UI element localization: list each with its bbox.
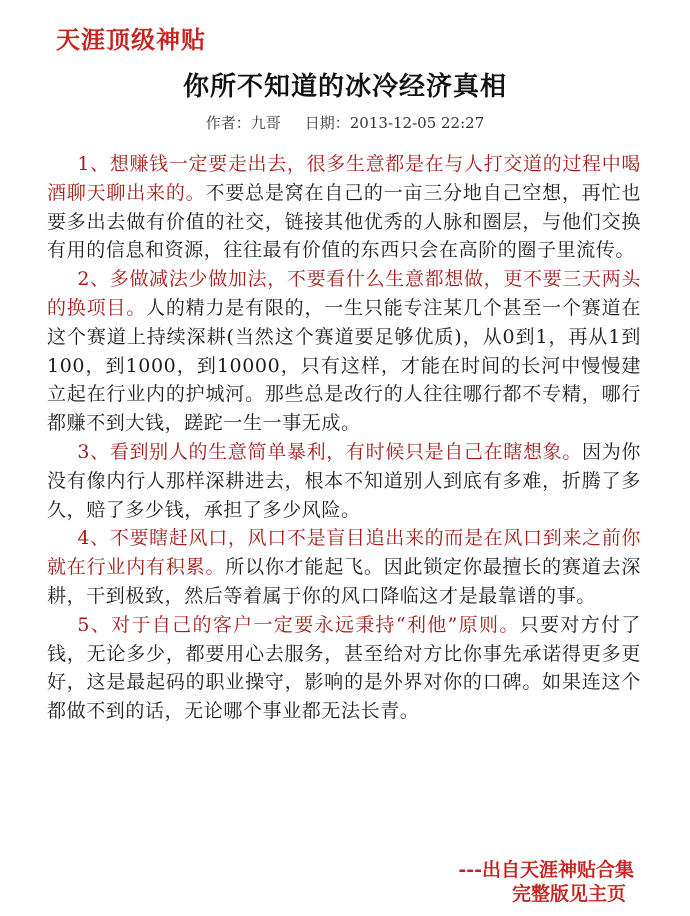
paragraph-1 (47, 150, 641, 265)
paragraph-2-highlight: 2、多做减法少做加法，不要看什么生意都想做，更不要三天两头的换项目。 (47, 268, 641, 319)
paragraph-2-text: 人的精力是有限的，一生只能专注某几个甚至一个赛道在这个赛道上持续深耕(当然这个赛道要足够优质)，从0到1，再从1到100，到1000，到10000，只有这样，才能在时间的长河中慢慢建立起在行业内的护城河。那些总是改行的人往往哪行都不专精，哪行都赚不到大钱，蹉跎一生一事无成。 (47, 296, 641, 435)
paragraph-5-highlight: 5、对于自己的客户一定要永远秉持“利他”原则。 (77, 613, 520, 636)
paragraph-4-highlight: 4、不要瞎赶风口，风口不是盲目追出来的而是在风口到来之前你就在行业内有积累。 (47, 527, 641, 579)
article-body (47, 150, 641, 726)
paragraph-1-text: 不要总是窝在自己的一亩三分地自己空想，再忙也要多出去做有价值的社交，链接其他优秀的人脉和圈层，与他们交换有用的信息和资源，往往最有价值的东西只会在高阶的圈子里流传。 (47, 181, 641, 262)
date-label: 日期：2013-12-05 22:27 (304, 114, 485, 132)
paragraph-4 (47, 524, 641, 610)
article-meta (0, 112, 690, 133)
paragraph-2 (47, 265, 641, 438)
source-footer (334, 858, 634, 906)
article-title: 你所不知道的冰冷经济真相 (182, 72, 507, 102)
paragraph-3 (47, 438, 641, 524)
homepage-note: 完整版见主页 (511, 883, 626, 905)
paragraph-5 (47, 611, 641, 726)
paragraph-1-highlight: 1、想赚钱一定要走出去，很多生意都是在与人打交道的过程中喝酒聊天聊出来的。 (47, 153, 641, 204)
paragraph-3-highlight: 3、看到别人的生意简单暴利，有时候只是自己在瞎想象。 (77, 440, 583, 463)
paragraph-3-text: 因为你没有像内行人那样深耕进去，根本不知道别人到底有多难，折腾了多久，赔了多少钱，承担了多少风险。 (47, 440, 641, 521)
source-line: ---出自天涯神贴合集 (458, 859, 634, 881)
paragraph-4-text: 所以你才能起飞。因此锁定你最擅长的赛道去深耕，干到极致，然后等着属于你的风口降临这才是最靠谱的事。 (47, 556, 641, 607)
brand-label: 天涯顶级神贴 (56, 25, 206, 54)
author-label: 作者：九哥 (205, 114, 281, 132)
paragraph-5-text: 只要对方付了钱，无论多少，都要用心去服务，甚至给对方比你事先承诺得更多更好，这是最起码的职业操守，影响的是外界对你的口碑。如果连这个都做不到的话，无论哪个事业都无法长青。 (47, 613, 641, 723)
